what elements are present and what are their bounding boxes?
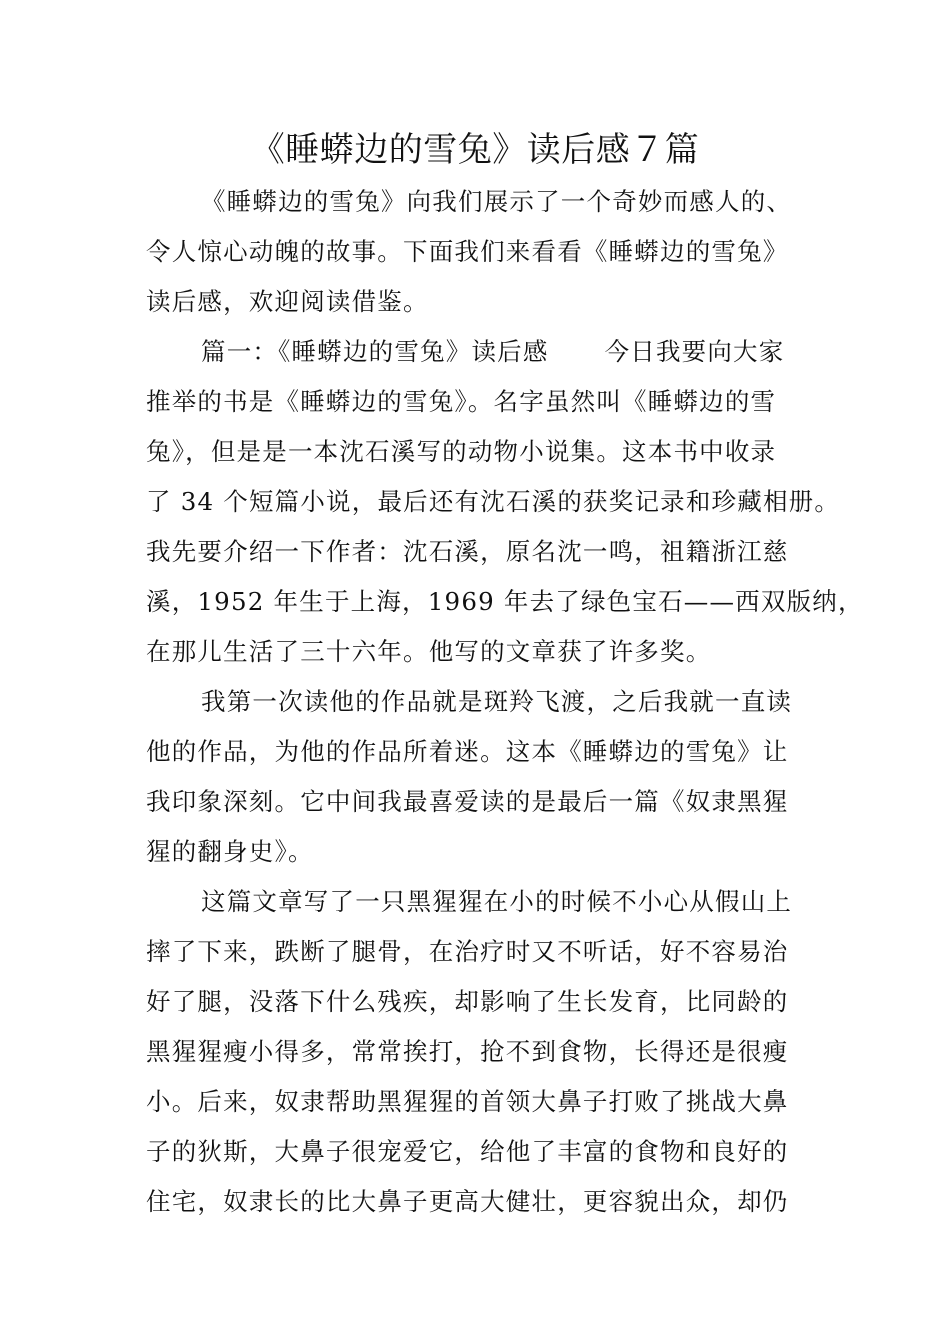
section-heading-line bbox=[201, 330, 891, 374]
text-line: 子的狄斯，大鼻子很宠爱它，给他了丰富的食物和良好的 bbox=[146, 1137, 789, 1166]
text-line: 他的作品，为他的作品所着迷。这本《睡蟒边的雪兔》让 bbox=[146, 737, 789, 766]
text-line: 猩的翻身史》。 bbox=[146, 837, 314, 866]
text-line: 兔》，但是是一本沈石溪写的动物小说集。这本书中收录 bbox=[146, 437, 777, 466]
text-line: 黑猩猩瘦小得多，常常挨打，抢不到食物，长得还是很瘦 bbox=[146, 1037, 789, 1066]
text-line: 令人惊心动魄的故事。下面我们来看看《睡蟒边的雪兔》 bbox=[146, 237, 789, 266]
section-heading: 篇一：《睡蟒边的雪兔》读后感 bbox=[201, 337, 549, 366]
text-line: 我印象深刻。它中间我最喜爱读的是最后一篇《奴隶黑猩 bbox=[146, 787, 789, 816]
text-line: 我第一次读他的作品就是斑羚飞渡，之后我就一直读 bbox=[201, 687, 793, 716]
text-line: 小。后来，奴隶帮助黑猩猩的首领大鼻子打败了挑战大鼻 bbox=[146, 1087, 789, 1116]
text-line: 溪，1952 年生于上海，1969 年去了绿色宝石——西双版纳， bbox=[146, 587, 864, 616]
text-line: 《睡蟒边的雪兔》向我们展示了一个奇妙而感人的、 bbox=[201, 187, 793, 216]
text-line: 读后感，欢迎阅读借鉴。 bbox=[146, 287, 429, 316]
text-line: 在那儿生活了三十六年。他写的文章获了许多奖。 bbox=[146, 637, 712, 666]
text-line: 这篇文章写了一只黑猩猩在小的时候不小心从假山上 bbox=[201, 887, 793, 916]
text-line: 了 34 个短篇小说，最后还有沈石溪的获奖记录和珍藏相册。 bbox=[146, 487, 841, 516]
text-line: 好了腿，没落下什么残疾，却影响了生长发育，比同龄的 bbox=[146, 987, 789, 1016]
text-line: 住宅，奴隶长的比大鼻子更高大健壮，更容貌出众，却仍 bbox=[146, 1187, 789, 1216]
text-span: 今日我要向大家 bbox=[604, 337, 785, 366]
text-line: 摔了下来，跌断了腿骨，在治疗时又不听话，好不容易治 bbox=[146, 937, 789, 966]
text-line: 我先要介绍一下作者：沈石溪，原名沈一鸣，祖籍浙江慈 bbox=[146, 537, 789, 566]
text-line: 推举的书是《睡蟒边的雪兔》。名字虽然叫《睡蟒边的雪 bbox=[146, 387, 777, 416]
document-title: 《睡蟒边的雪兔》读后感７篇 bbox=[250, 130, 700, 170]
